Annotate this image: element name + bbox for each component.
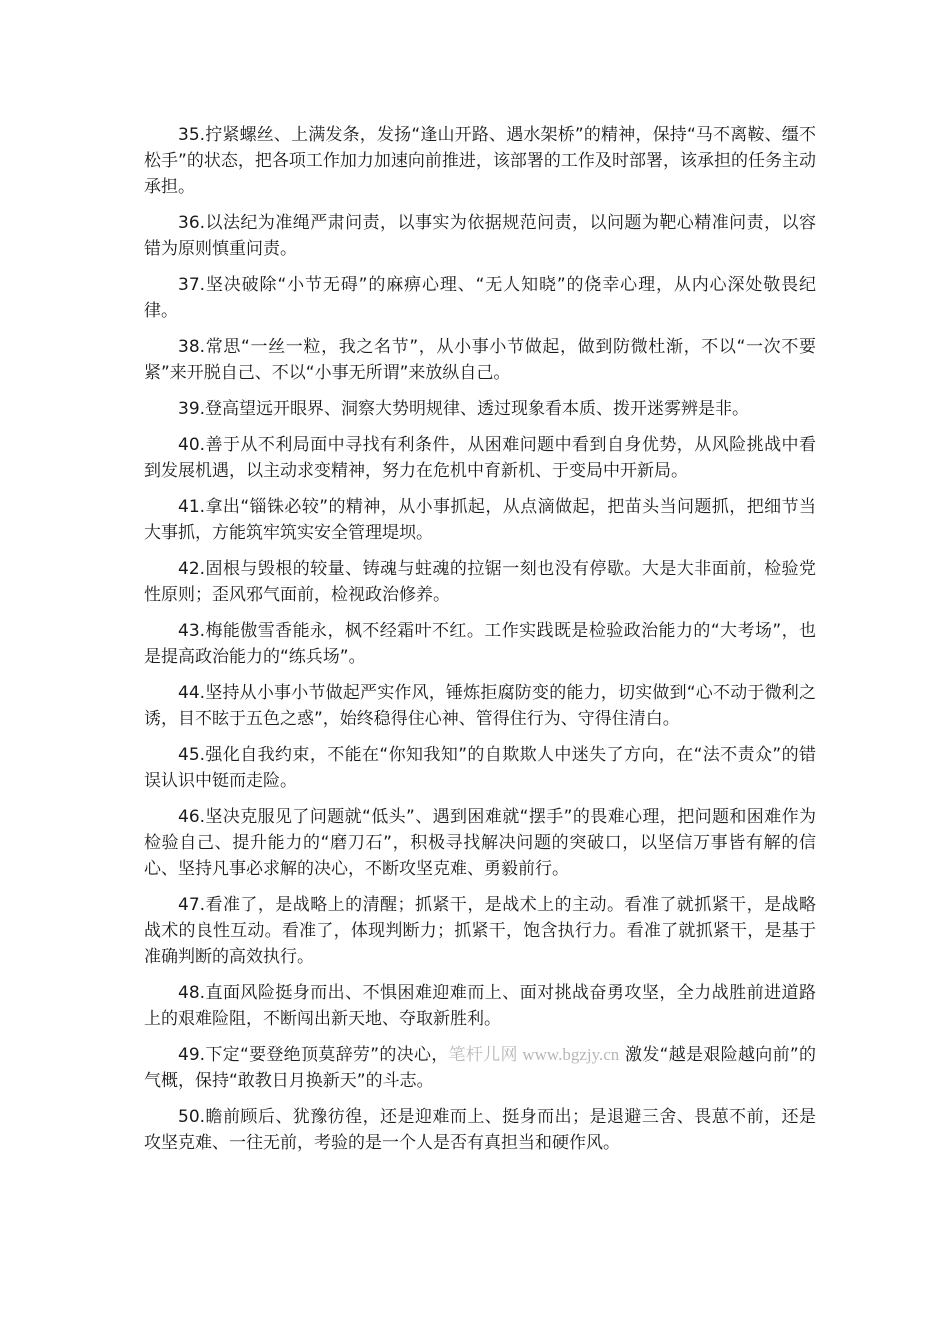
paragraph-45: 45.强化自我约束，不能在“你知我知”的自欺欺人中迷失了方向，在“法不责众”的错误认识中铤而走险。 [144, 745, 816, 791]
paragraph-49-start: 49.下定“要登绝顶莫辞劳”的决心， [178, 1045, 449, 1065]
paragraph-35: 35.拧紧螺丝、上满发条，发扬“逢山开路、遇水架桥”的精神，保持“马不离鞍、缰不松手”的状态，把各项工作加力加速向前推进，该部署的工作及时部署，该承担的任务主动承担。 [144, 125, 816, 197]
paragraph-41: 41.拿出“锱铢必较”的精神，从小事抓起，从点滴做起，把苗头当问题抓，把细节当大事抓，方能筑牢筑实安全管理堤坝。 [144, 497, 816, 543]
paragraph-36: 36.以法纪为准绳严肃问责，以事实为依据规范问责，以问题为靶心精准问责，以容错为原则慎重问责。 [144, 213, 816, 259]
document-body [144, 122, 816, 1166]
paragraph-49 [144, 1042, 816, 1094]
paragraph-37: 37.坚决破除“小节无碍”的麻痹心理、“无人知晓”的侥幸心理，从内心深处敬畏纪律。 [144, 275, 816, 321]
paragraph-43: 43.梅能傲雪香能永，枫不经霜叶不红。工作实践既是检验政治能力的“大考场”，也是提高政治能力的“练兵场”。 [144, 621, 816, 667]
paragraph-42: 42.固根与毁根的较量、铸魂与蛀魂的拉锯一刻也没有停歇。大是大非面前，检验党性原则；歪风邪气面前，检视政治修养。 [144, 559, 816, 605]
paragraph-50: 50.瞻前顾后、犹豫彷徨，还是迎难而上、挺身而出；是退避三舍、畏葸不前，还是攻坚克难、一往无前，考验的是一个人是否有真担当和硬作风。 [144, 1107, 816, 1153]
paragraph-48: 48.直面风险挺身而出、不惧困难迎难而上、面对挑战奋勇攻坚，全力战胜前进道路上的艰难险阻，不断闯出新天地、夺取新胜利。 [144, 983, 816, 1029]
watermark-text: 笔杆儿网 www.bgzjy.cn [448, 1045, 620, 1064]
paragraph-49-end: 激发“越是艰险越向前”的气概，保持“敢教日月换新天”的斗志。 [144, 1045, 816, 1091]
paragraph-39: 39.登高望远开眼界、洞察大势明规律、透过现象看本质、拨开迷雾辨是非。 [178, 399, 750, 419]
paragraph-40: 40.善于从不利局面中寻找有利条件，从困难问题中看到自身优势，从风险挑战中看到发展机遇，以主动求变精神，努力在危机中育新机、于变局中开新局。 [144, 435, 816, 481]
paragraph-44: 44.坚持从小事小节做起严实作风，锤炼拒腐防变的能力，切实做到“心不动于微利之诱，目不眩于五色之惑”，始终稳得住心神、管得住行为、守得住清白。 [144, 683, 816, 729]
paragraph-47: 47.看准了，是战略上的清醒；抓紧干，是战术上的主动。看准了就抓紧干，是战略战术的良性互动。看准了，体现判断力；抓紧干，饱含执行力。看准了就抓紧干，是基于准确判断的高效执行。 [144, 895, 816, 967]
paragraph-46: 46.坚决克服见了问题就“低头”、遇到困难就“摆手”的畏难心理，把问题和困难作为检验自己、提升能力的“磨刀石”，积极寻找解决问题的突破口，以坚信万事皆有解的信心、坚持凡事必求解的决心，不断攻坚克难、勇毅前行。 [144, 807, 816, 879]
paragraph-38: 38.常思“一丝一粒，我之名节”，从小事小节做起，做到防微杜渐，不以“一次不要紧”来开脱自己、不以“小事无所谓”来放纵自己。 [144, 337, 816, 383]
